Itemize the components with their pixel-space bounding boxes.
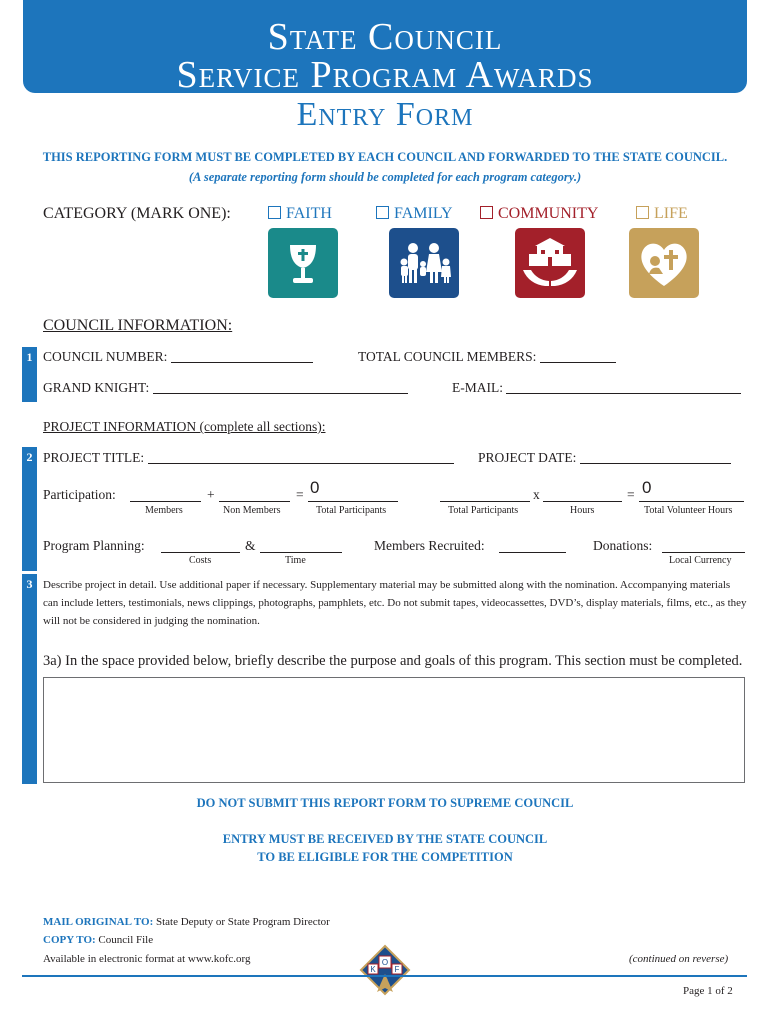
mail-original-value: State Deputy or State Program Director bbox=[155, 916, 330, 928]
category-label: CATEGORY (MARK ONE): bbox=[43, 205, 231, 222]
times-sign: x bbox=[533, 487, 540, 502]
purpose-goals-textarea[interactable] bbox=[43, 677, 745, 783]
section-3-marker bbox=[22, 574, 37, 784]
total-members-field[interactable] bbox=[358, 349, 616, 365]
grand-knight-label: GRAND KNIGHT: bbox=[43, 380, 150, 395]
question-3a: 3a) In the space provided below, briefly describe the purpose and goals of this program. This section must be completed. bbox=[43, 653, 743, 669]
mail-original-label: MAIL ORIGINAL TO: bbox=[43, 916, 154, 928]
total-participants-input[interactable] bbox=[308, 488, 398, 502]
title-banner bbox=[23, 0, 747, 96]
emblem-letter-f: F bbox=[394, 965, 400, 974]
members-recruited-label: Members Recruited: bbox=[374, 538, 485, 553]
community-checkbox[interactable] bbox=[480, 206, 493, 219]
council-number-label: COUNCIL NUMBER: bbox=[43, 349, 168, 364]
non-members-input[interactable] bbox=[219, 488, 290, 502]
section-2-marker bbox=[22, 447, 37, 571]
total-participants-caption-2: Total Participants bbox=[448, 505, 519, 516]
emblem-letter-o: O bbox=[381, 958, 389, 967]
local-currency-caption: Local Currency bbox=[669, 555, 732, 566]
electronic-format-note: Available in electronic format at www.kofc.org bbox=[43, 953, 251, 965]
faith-checkbox[interactable] bbox=[268, 206, 281, 219]
hours-input[interactable] bbox=[543, 488, 622, 502]
category-family-option[interactable] bbox=[376, 205, 453, 223]
email-field[interactable] bbox=[452, 380, 741, 396]
page-number: Page 1 of 2 bbox=[683, 985, 733, 997]
project-date-label: PROJECT DATE: bbox=[478, 450, 577, 465]
equals-sign-2: = bbox=[627, 487, 635, 502]
donations-label: Donations: bbox=[593, 538, 653, 553]
copy-to-value: Council File bbox=[98, 934, 154, 946]
ampersand: & bbox=[245, 538, 256, 553]
non-members-caption: Non Members bbox=[223, 505, 281, 516]
total-members-input[interactable] bbox=[540, 349, 616, 363]
chalice-icon bbox=[268, 228, 338, 298]
council-number-input[interactable] bbox=[171, 349, 313, 363]
emblem-letter-k: K bbox=[370, 965, 376, 974]
total-volunteer-hours-caption: Total Volunteer Hours bbox=[644, 505, 733, 516]
total-volunteer-hours-value: 0 bbox=[642, 478, 652, 497]
program-planning-label: Program Planning: bbox=[43, 538, 145, 553]
category-faith-option[interactable] bbox=[268, 205, 332, 223]
grand-knight-field[interactable] bbox=[43, 380, 408, 396]
project-date-field[interactable] bbox=[478, 450, 731, 466]
costs-caption: Costs bbox=[189, 555, 212, 566]
project-title-field[interactable] bbox=[43, 450, 454, 466]
donations-input[interactable] bbox=[662, 539, 745, 553]
total-participants-value: 0 bbox=[310, 478, 320, 497]
family-checkbox[interactable] bbox=[376, 206, 389, 219]
total-members-label: TOTAL COUNCIL MEMBERS: bbox=[358, 349, 537, 364]
footer-divider bbox=[22, 975, 747, 977]
plus-sign: + bbox=[207, 487, 215, 502]
equals-sign-1: = bbox=[296, 487, 304, 502]
title-line-1: State Council bbox=[267, 16, 503, 58]
hours-caption: Hours bbox=[570, 505, 595, 516]
section-1-number: 1 bbox=[26, 350, 33, 364]
members-recruited-input[interactable] bbox=[499, 539, 566, 553]
category-community-option[interactable] bbox=[480, 205, 598, 223]
copy-to-label: COPY TO: bbox=[43, 934, 96, 946]
life-label: LIFE bbox=[654, 205, 688, 222]
project-title-input[interactable] bbox=[148, 450, 454, 464]
continued-on-reverse: (continued on reverse) bbox=[629, 953, 729, 965]
mail-original-to bbox=[43, 916, 330, 928]
copy-to bbox=[43, 934, 153, 946]
heart-cross-icon bbox=[629, 228, 699, 298]
deadline-notice-line-2: TO BE ELIGIBLE FOR THE COMPETITION bbox=[257, 850, 513, 864]
instructions-line-1: THIS REPORTING FORM MUST BE COMPLETED BY EACH COUNCIL AND FORWARDED TO THE STATE COUNCIL. bbox=[42, 150, 728, 164]
section-2-number: 2 bbox=[26, 450, 33, 464]
total-participants-caption: Total Participants bbox=[316, 505, 387, 516]
email-input[interactable] bbox=[506, 380, 741, 394]
title-line-2: Service Program Awards bbox=[176, 54, 594, 96]
faith-label: FAITH bbox=[286, 205, 332, 222]
category-life-option[interactable] bbox=[636, 205, 688, 223]
planning-costs-input[interactable] bbox=[161, 539, 240, 553]
instructions-line-2: (A separate reporting form should be completed for each program category.) bbox=[188, 170, 582, 184]
total-volunteer-hours-input[interactable] bbox=[639, 488, 744, 502]
deadline-notice-line-1: ENTRY MUST BE RECEIVED BY THE STATE COUNCIL bbox=[222, 832, 548, 846]
email-label: E-MAIL: bbox=[452, 380, 503, 395]
section-3-number: 3 bbox=[26, 577, 33, 591]
members-caption: Members bbox=[145, 505, 183, 516]
project-date-input[interactable] bbox=[580, 450, 731, 464]
members-input[interactable] bbox=[130, 488, 201, 502]
community-hands-icon bbox=[515, 228, 585, 298]
life-checkbox[interactable] bbox=[636, 206, 649, 219]
grand-knight-input[interactable] bbox=[153, 380, 408, 394]
community-label: COMMUNITY bbox=[498, 205, 599, 222]
description-instructions: Describe project in detail. Use additional paper if necessary. Supplementary material may be submitted along with the nomination. Accompanying materials can include letters, testimonials, news clippings, photographs, pamphlets, etc. Do not submit tapes, videocassettes, DVD’s, display materials, films, etc., as they will not be considered in judging the nomination. bbox=[43, 579, 747, 627]
participation-label: Participation: bbox=[43, 487, 116, 502]
family-icon bbox=[389, 228, 459, 298]
time-caption: Time bbox=[285, 555, 306, 566]
form-subtitle: Entry Form bbox=[296, 96, 474, 133]
council-number-field[interactable] bbox=[43, 349, 313, 365]
project-title-label: PROJECT TITLE: bbox=[43, 450, 145, 465]
do-not-submit-notice: DO NOT SUBMIT THIS REPORT FORM TO SUPREME COUNCIL bbox=[196, 796, 574, 810]
planning-time-input[interactable] bbox=[260, 539, 342, 553]
total-participants-input-2[interactable] bbox=[440, 488, 530, 502]
project-information-heading: PROJECT INFORMATION (complete all sections): bbox=[43, 419, 326, 434]
family-label: FAMILY bbox=[394, 205, 453, 222]
council-information-heading: COUNCIL INFORMATION: bbox=[43, 317, 233, 334]
